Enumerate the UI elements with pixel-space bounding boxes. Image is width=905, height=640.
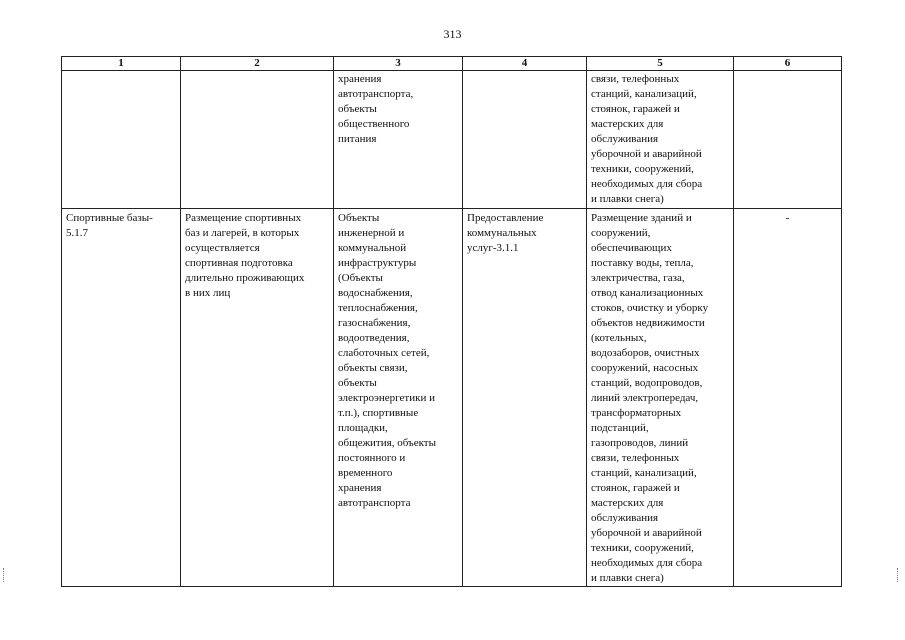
page-number: 313 [443, 27, 462, 41]
column-header: 1 [62, 57, 181, 71]
table-cell [181, 71, 334, 209]
column-header: 2 [181, 57, 334, 71]
column-header: 6 [734, 57, 842, 71]
table-row [62, 71, 842, 209]
table-cell: связи, телефонных станций, канализаций, стоянок, гаражей и мастерских для обслуживания уборочной и аварийной техники, сооружений, необходимых для сбора и плавки снега) [587, 71, 734, 209]
column-header: 5 [587, 57, 734, 71]
table-cell [62, 71, 181, 209]
document-table [61, 56, 842, 587]
table-cell [734, 71, 842, 209]
column-header: 3 [334, 57, 463, 71]
table-cell [463, 71, 587, 209]
table-cell: Объекты инженерной и коммунальной инфраструктуры (Объекты водоснабжения, теплоснабжения, газоснабжения, водоотведения, слаботочных сетей, объекты связи, объекты электроэнергетики и т.п.), спортивные площадки, общежития, объекты постоянного и временного хранения автотранспорта [334, 209, 463, 587]
table-header-row [62, 57, 842, 71]
table-cell: Размещение спортивных баз и лагерей, в которых осуществляется спортивная подготовка длительно проживающих в них лиц [181, 209, 334, 587]
table-row [62, 209, 842, 587]
table-cell: - [734, 209, 842, 587]
scan-edge-mark [897, 568, 900, 582]
table-cell: Предоставление коммунальных услуг-3.1.1 [463, 209, 587, 587]
column-header: 4 [463, 57, 587, 71]
table-cell: Спортивные базы- 5.1.7 [62, 209, 181, 587]
table-cell: Размещение зданий и сооружений, обеспечивающих поставку воды, тепла, электричества, газа, отвод канализационных стоков, очистку и уборку объектов недвижимости (котельных, водозаборов, очистных сооружений, насосных станций, водопроводов, линий электропередач, трансформаторных подстанций, газопроводов, линий связи, телефонных станций, канализаций, стоянок, гаражей и мастерских для обслуживания уборочной и аварийной техники, сооружений, необходимых для сбора и плавки снега) [587, 209, 734, 587]
scan-edge-mark [3, 568, 6, 582]
table-cell: хранения автотранспорта, объекты общественного питания [334, 71, 463, 209]
